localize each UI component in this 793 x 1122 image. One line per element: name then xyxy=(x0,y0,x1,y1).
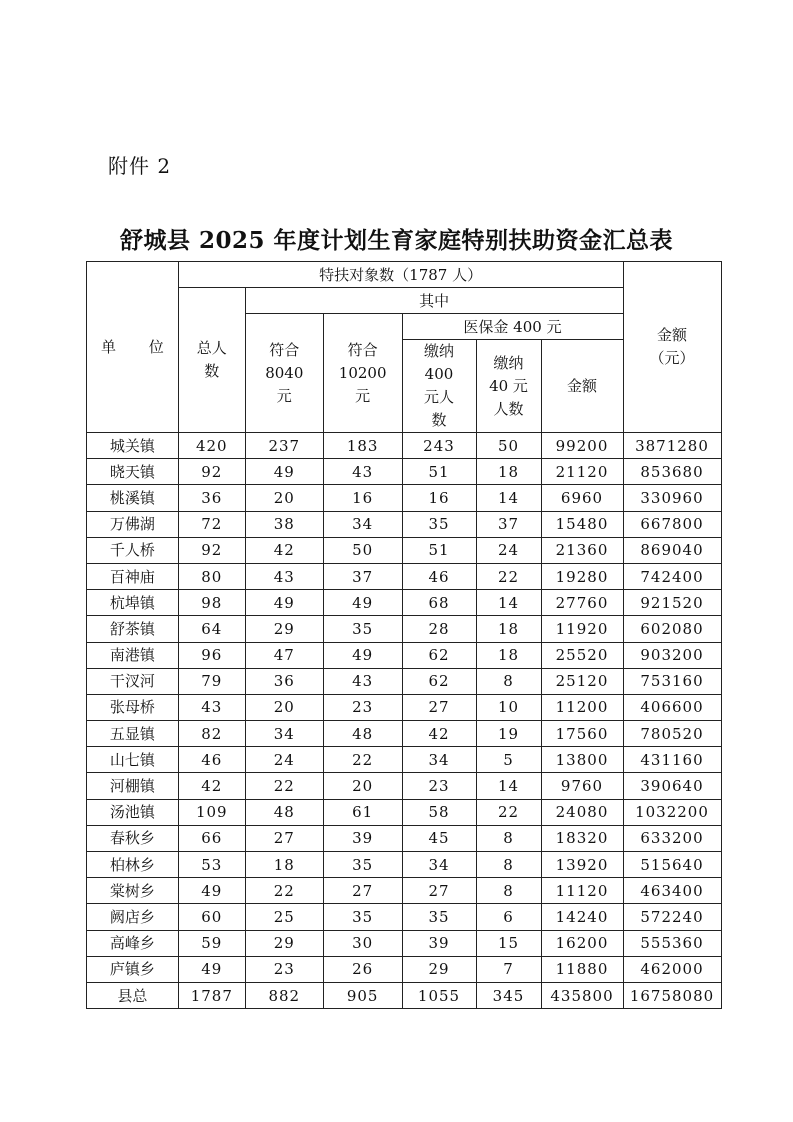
cell-8040: 23 xyxy=(245,956,323,982)
cell-medical-amount: 14240 xyxy=(541,904,623,930)
cell-amount: 921520 xyxy=(623,590,721,616)
cell-paid-400: 51 xyxy=(402,459,476,485)
cell-paid-40: 14 xyxy=(476,590,541,616)
cell-10200: 27 xyxy=(323,878,402,904)
cell-medical-amount: 99200 xyxy=(541,433,623,459)
table-row xyxy=(87,747,722,773)
header-total-people: 总人数 xyxy=(178,288,245,433)
cell-paid-40: 22 xyxy=(476,563,541,589)
cell-paid-400: 28 xyxy=(402,616,476,642)
cell-unit: 晓天镇 xyxy=(87,459,179,485)
table-row xyxy=(87,433,722,459)
cell-medical-amount: 13800 xyxy=(541,747,623,773)
cell-amount: 1032200 xyxy=(623,799,721,825)
cell-total: 72 xyxy=(178,511,245,537)
cell-unit: 河棚镇 xyxy=(87,773,179,799)
cell-paid-400: 42 xyxy=(402,721,476,747)
cell-paid-40: 50 xyxy=(476,433,541,459)
cell-amount: 602080 xyxy=(623,616,721,642)
table-row xyxy=(87,590,722,616)
table-row xyxy=(87,537,722,563)
cell-amount: 390640 xyxy=(623,773,721,799)
cell-paid-40: 15 xyxy=(476,930,541,956)
header-unit: 单 位 xyxy=(87,262,179,433)
cell-medical-amount: 6960 xyxy=(541,485,623,511)
cell-10200: 43 xyxy=(323,459,402,485)
cell-paid-40: 18 xyxy=(476,459,541,485)
cell-8040: 22 xyxy=(245,878,323,904)
cell-amount: 555360 xyxy=(623,930,721,956)
cell-medical-amount: 15480 xyxy=(541,511,623,537)
cell-8040: 36 xyxy=(245,668,323,694)
cell-unit: 山七镇 xyxy=(87,747,179,773)
table-row xyxy=(87,852,722,878)
cell-total: 49 xyxy=(178,956,245,982)
cell-paid-40: 7 xyxy=(476,956,541,982)
subsidy-summary-table xyxy=(86,261,722,1009)
cell-amount: 406600 xyxy=(623,694,721,720)
cell-amount: 572240 xyxy=(623,904,721,930)
cell-10200: 35 xyxy=(323,852,402,878)
cell-paid-40: 8 xyxy=(476,825,541,851)
table-row xyxy=(87,694,722,720)
cell-paid-40: 8 xyxy=(476,852,541,878)
cell-unit: 干汊河 xyxy=(87,668,179,694)
cell-8040: 27 xyxy=(245,825,323,851)
header-paid-40: 缴纳 40 元人数 xyxy=(476,340,541,433)
cell-paid-400: 29 xyxy=(402,956,476,982)
cell-total: 60 xyxy=(178,904,245,930)
cell-total: 49 xyxy=(178,878,245,904)
table-row xyxy=(87,459,722,485)
cell-8040: 20 xyxy=(245,485,323,511)
cell-8040: 18 xyxy=(245,852,323,878)
cell-paid-400: 243 xyxy=(402,433,476,459)
cell-total: 92 xyxy=(178,459,245,485)
cell-paid-40: 8 xyxy=(476,878,541,904)
cell-paid-40: 14 xyxy=(476,485,541,511)
cell-paid-40: 14 xyxy=(476,773,541,799)
cell-8040: 43 xyxy=(245,563,323,589)
cell-8040: 24 xyxy=(245,747,323,773)
cell-medical-amount: 25520 xyxy=(541,642,623,668)
cell-paid-40: 37 xyxy=(476,511,541,537)
cell-amount: 515640 xyxy=(623,852,721,878)
cell-total: 1787 xyxy=(178,982,245,1008)
table-row xyxy=(87,773,722,799)
table-row xyxy=(87,799,722,825)
cell-total: 53 xyxy=(178,852,245,878)
table-row xyxy=(87,668,722,694)
cell-medical-amount: 11920 xyxy=(541,616,623,642)
cell-paid-40: 22 xyxy=(476,799,541,825)
cell-unit: 千人桥 xyxy=(87,537,179,563)
cell-amount: 853680 xyxy=(623,459,721,485)
cell-paid-400: 34 xyxy=(402,852,476,878)
cell-8040: 29 xyxy=(245,616,323,642)
cell-total: 79 xyxy=(178,668,245,694)
header-medical: 医保金 400 元 xyxy=(402,314,623,340)
cell-10200: 905 xyxy=(323,982,402,1008)
cell-paid-400: 62 xyxy=(402,642,476,668)
cell-medical-amount: 11200 xyxy=(541,694,623,720)
cell-paid-400: 27 xyxy=(402,878,476,904)
cell-unit: 春秋乡 xyxy=(87,825,179,851)
cell-total: 98 xyxy=(178,590,245,616)
cell-amount: 330960 xyxy=(623,485,721,511)
cell-amount: 431160 xyxy=(623,747,721,773)
cell-unit: 万佛湖 xyxy=(87,511,179,537)
cell-paid-40: 24 xyxy=(476,537,541,563)
cell-10200: 43 xyxy=(323,668,402,694)
cell-8040: 38 xyxy=(245,511,323,537)
cell-total: 66 xyxy=(178,825,245,851)
cell-medical-amount: 18320 xyxy=(541,825,623,851)
cell-unit: 阙店乡 xyxy=(87,904,179,930)
table-row xyxy=(87,825,722,851)
cell-10200: 20 xyxy=(323,773,402,799)
cell-10200: 61 xyxy=(323,799,402,825)
cell-amount: 3871280 xyxy=(623,433,721,459)
cell-8040: 49 xyxy=(245,459,323,485)
cell-paid-400: 16 xyxy=(402,485,476,511)
cell-10200: 49 xyxy=(323,642,402,668)
cell-8040: 49 xyxy=(245,590,323,616)
cell-8040: 237 xyxy=(245,433,323,459)
cell-medical-amount: 11880 xyxy=(541,956,623,982)
cell-paid-40: 18 xyxy=(476,616,541,642)
cell-unit: 城关镇 xyxy=(87,433,179,459)
cell-10200: 30 xyxy=(323,930,402,956)
cell-paid-400: 58 xyxy=(402,799,476,825)
cell-total: 36 xyxy=(178,485,245,511)
cell-10200: 22 xyxy=(323,747,402,773)
header-paid-400: 缴纳 400 元人数 xyxy=(402,340,476,433)
cell-10200: 35 xyxy=(323,904,402,930)
cell-paid-400: 45 xyxy=(402,825,476,851)
cell-amount: 903200 xyxy=(623,642,721,668)
cell-10200: 50 xyxy=(323,537,402,563)
cell-unit: 五显镇 xyxy=(87,721,179,747)
cell-total: 109 xyxy=(178,799,245,825)
cell-medical-amount: 13920 xyxy=(541,852,623,878)
cell-paid-40: 18 xyxy=(476,642,541,668)
cell-8040: 882 xyxy=(245,982,323,1008)
cell-medical-amount: 435800 xyxy=(541,982,623,1008)
cell-8040: 29 xyxy=(245,930,323,956)
table-row xyxy=(87,956,722,982)
cell-8040: 22 xyxy=(245,773,323,799)
cell-paid-400: 34 xyxy=(402,747,476,773)
cell-paid-400: 27 xyxy=(402,694,476,720)
cell-unit: 棠树乡 xyxy=(87,878,179,904)
cell-unit: 杭埠镇 xyxy=(87,590,179,616)
cell-10200: 49 xyxy=(323,590,402,616)
cell-8040: 48 xyxy=(245,799,323,825)
cell-10200: 34 xyxy=(323,511,402,537)
cell-medical-amount: 21120 xyxy=(541,459,623,485)
cell-total: 96 xyxy=(178,642,245,668)
header-amount: 金额（元） xyxy=(623,262,721,433)
table-body xyxy=(87,433,722,1009)
cell-10200: 39 xyxy=(323,825,402,851)
cell-total: 80 xyxy=(178,563,245,589)
cell-unit: 高峰乡 xyxy=(87,930,179,956)
cell-medical-amount: 19280 xyxy=(541,563,623,589)
cell-medical-amount: 27760 xyxy=(541,590,623,616)
cell-amount: 16758080 xyxy=(623,982,721,1008)
cell-amount: 780520 xyxy=(623,721,721,747)
cell-8040: 25 xyxy=(245,904,323,930)
cell-medical-amount: 21360 xyxy=(541,537,623,563)
cell-medical-amount: 25120 xyxy=(541,668,623,694)
table-row xyxy=(87,563,722,589)
header-group: 特扶对象数（1787 人） xyxy=(178,262,623,288)
table-row xyxy=(87,511,722,537)
cell-medical-amount: 11120 xyxy=(541,878,623,904)
cell-paid-400: 23 xyxy=(402,773,476,799)
table-row xyxy=(87,904,722,930)
cell-8040: 20 xyxy=(245,694,323,720)
cell-total: 46 xyxy=(178,747,245,773)
cell-paid-400: 62 xyxy=(402,668,476,694)
cell-unit: 百神庙 xyxy=(87,563,179,589)
header-among: 其中 xyxy=(245,288,623,314)
cell-paid-400: 46 xyxy=(402,563,476,589)
table-row xyxy=(87,485,722,511)
cell-paid-400: 39 xyxy=(402,930,476,956)
attachment-label: 附件 2 xyxy=(108,154,172,178)
cell-paid-400: 68 xyxy=(402,590,476,616)
document-title: 舒城县 2025 年度计划生育家庭特别扶助资金汇总表 xyxy=(119,227,674,254)
cell-amount: 667800 xyxy=(623,511,721,537)
cell-total: 420 xyxy=(178,433,245,459)
table-row xyxy=(87,616,722,642)
cell-medical-amount: 9760 xyxy=(541,773,623,799)
cell-paid-40: 8 xyxy=(476,668,541,694)
cell-8040: 42 xyxy=(245,537,323,563)
cell-8040: 34 xyxy=(245,721,323,747)
cell-unit: 舒茶镇 xyxy=(87,616,179,642)
cell-medical-amount: 24080 xyxy=(541,799,623,825)
cell-total: 42 xyxy=(178,773,245,799)
header-col-10200: 符合 10200 元 xyxy=(323,314,402,433)
cell-total: 43 xyxy=(178,694,245,720)
cell-medical-amount: 17560 xyxy=(541,721,623,747)
cell-paid-40: 5 xyxy=(476,747,541,773)
cell-paid-400: 51 xyxy=(402,537,476,563)
cell-10200: 48 xyxy=(323,721,402,747)
cell-medical-amount: 16200 xyxy=(541,930,623,956)
cell-total: 82 xyxy=(178,721,245,747)
cell-10200: 35 xyxy=(323,616,402,642)
cell-amount: 753160 xyxy=(623,668,721,694)
cell-paid-40: 345 xyxy=(476,982,541,1008)
cell-total: 64 xyxy=(178,616,245,642)
table-row xyxy=(87,878,722,904)
cell-unit: 庐镇乡 xyxy=(87,956,179,982)
cell-unit: 柏林乡 xyxy=(87,852,179,878)
table-row xyxy=(87,930,722,956)
header-col-8040: 符合 8040 元 xyxy=(245,314,323,433)
table-total-row xyxy=(87,982,722,1008)
cell-unit: 桃溪镇 xyxy=(87,485,179,511)
cell-amount: 463400 xyxy=(623,878,721,904)
cell-paid-400: 35 xyxy=(402,904,476,930)
cell-10200: 23 xyxy=(323,694,402,720)
cell-unit: 南港镇 xyxy=(87,642,179,668)
cell-8040: 47 xyxy=(245,642,323,668)
cell-paid-400: 1055 xyxy=(402,982,476,1008)
cell-10200: 183 xyxy=(323,433,402,459)
cell-paid-40: 19 xyxy=(476,721,541,747)
cell-10200: 37 xyxy=(323,563,402,589)
cell-paid-400: 35 xyxy=(402,511,476,537)
table-row xyxy=(87,642,722,668)
cell-unit: 县总 xyxy=(87,982,179,1008)
cell-10200: 26 xyxy=(323,956,402,982)
cell-total: 59 xyxy=(178,930,245,956)
cell-amount: 869040 xyxy=(623,537,721,563)
cell-amount: 633200 xyxy=(623,825,721,851)
cell-paid-40: 10 xyxy=(476,694,541,720)
cell-amount: 462000 xyxy=(623,956,721,982)
cell-amount: 742400 xyxy=(623,563,721,589)
cell-10200: 16 xyxy=(323,485,402,511)
table-row xyxy=(87,721,722,747)
cell-total: 92 xyxy=(178,537,245,563)
cell-paid-40: 6 xyxy=(476,904,541,930)
header-medical-amount: 金额 xyxy=(541,340,623,433)
cell-unit: 汤池镇 xyxy=(87,799,179,825)
cell-unit: 张母桥 xyxy=(87,694,179,720)
